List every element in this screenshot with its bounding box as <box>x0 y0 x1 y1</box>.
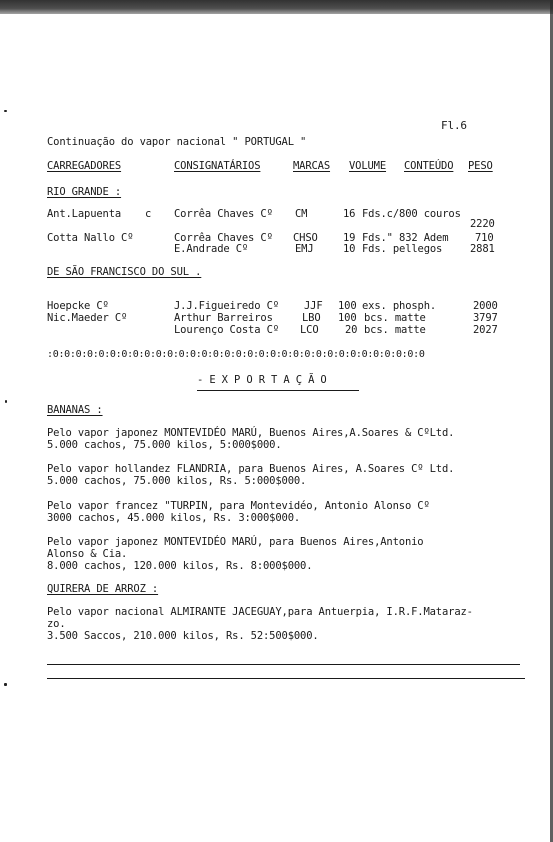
weight-cell: 710 <box>475 232 494 244</box>
entry-line: Pelo vapor francez "TURPIN, para Montevidéo, Antonio Alonso Cº <box>47 500 430 512</box>
section-sao-francisco: DE SÃO FRANCISCO DO SUL . <box>47 266 202 278</box>
mark-cell: EMJ <box>295 243 314 255</box>
content-cell: exs. phosph. <box>362 300 437 312</box>
entry-line: Pelo vapor hollandez FLANDRIA, para Buenos Aires, A.Soares Cº Ltd. <box>47 463 455 475</box>
col-header-consignatarios: CONSIGNATÁRIOS <box>174 160 261 172</box>
consignee-cell: Lourenço Costa Cº <box>174 324 279 336</box>
consignee-cell: J.J.Figueiredo Cº <box>174 300 279 312</box>
volume-cell: 19 <box>343 232 356 244</box>
export-title-underline <box>197 390 359 391</box>
shipper-cell: Ant.Lapuenta <box>47 208 122 220</box>
weight-cell: 2027 <box>473 324 498 336</box>
entry-line: 8.000 cachos, 120.000 kilos, Rs. 8:000$000. <box>47 560 313 572</box>
entry-line: 5.000 cachos, 75.000 kilos, 5:000$000. <box>47 439 282 451</box>
continuation-header: Continuação do vapor nacional " PORTUGAL " <box>47 136 307 148</box>
section-quirera: QUIRERA DE ARROZ : <box>47 583 159 595</box>
scan-top-edge <box>0 0 553 14</box>
shipper-cell: Nic.Maeder Cº <box>47 312 128 324</box>
volume-cell: 16 <box>343 208 356 220</box>
scan-speck <box>4 683 7 686</box>
col-header-volume: VOLUME <box>349 160 387 172</box>
volume-cell: 100 <box>338 312 357 324</box>
col-header-conteudo: CONTEÚDO <box>404 160 454 172</box>
mark-cell: JJF <box>304 300 323 312</box>
consignee-cell: Corrêa Chaves Cº <box>174 208 273 220</box>
content-cell: Fds.c/800 couros <box>362 208 461 220</box>
entry-line: Pelo vapor japonez MONTEVIDÉO MARÚ, para Buenos Aires,Antonio <box>47 536 424 548</box>
consignee-cell: Corrêa Chaves Cº <box>174 232 273 244</box>
entry-line: 3000 cachos, 45.000 kilos, Rs. 3:000$000. <box>47 512 301 524</box>
content-cell: Fds. pellegos <box>362 243 443 255</box>
weight-cell: 2881 <box>470 243 495 255</box>
scan-speck <box>5 400 7 403</box>
mark-cell: LBO <box>302 312 321 324</box>
consignee-cell: Arthur Barreiros <box>174 312 273 324</box>
consignee-cell: E.Andrade Cº <box>174 243 249 255</box>
weight-cell: 2220 <box>470 218 495 230</box>
volume-cell: 10 <box>343 243 356 255</box>
folio-number: Fl.6 <box>441 119 467 132</box>
section-rio-grande: RIO GRANDE : <box>47 186 122 198</box>
volume-cell: 20 <box>345 324 358 336</box>
entry-line: zo. <box>47 618 66 630</box>
entry-line: Pelo vapor nacional ALMIRANTE JACEGUAY,para Antuerpia, I.R.F.Mataraz- <box>47 606 473 618</box>
export-title: - E X P O R T A Ç Ã O <box>197 374 327 386</box>
entry-line: Alonso & Cia. <box>47 548 128 560</box>
weight-cell: 2000 <box>473 300 498 312</box>
content-cell: bcs. matte <box>364 312 426 324</box>
content-cell: bcs. matte <box>364 324 426 336</box>
content-cell: Fds." 832 Adem <box>362 232 449 244</box>
closing-rule <box>47 664 520 665</box>
separator-line: :0:0:0:0:0:0:0:0:0:0:0:0:0:0:0:0:0:0:0:0:0:0:0:0:0:0:0:0:0:0:0:0:0 <box>47 349 425 360</box>
entry-line: Pelo vapor japonez MONTEVIDÉO MARÚ, Buenos Aires,A.Soares & CºLtd. <box>47 427 455 439</box>
closing-rule <box>47 678 525 679</box>
mark-cell: LCO <box>300 324 319 336</box>
weight-cell: 3797 <box>473 312 498 324</box>
col-header-peso: PESO <box>468 160 493 172</box>
scan-speck <box>4 110 7 112</box>
row-mark-sep: c <box>145 208 152 220</box>
mark-cell: CM <box>295 208 308 220</box>
col-header-carregadores: CARREGADORES <box>47 160 122 172</box>
shipper-cell: Cotta Nallo Cº <box>47 232 134 244</box>
col-header-marcas: MARCAS <box>293 160 331 172</box>
mark-cell: CHSO <box>293 232 318 244</box>
volume-cell: 100 <box>338 300 357 312</box>
entry-line: 3.500 Saccos, 210.000 kilos, Rs. 52:500$000. <box>47 630 319 642</box>
shipper-cell: Hoepcke Cº <box>47 300 109 312</box>
entry-line: 5.000 cachos, 75.000 kilos, Rs. 5:000$000. <box>47 475 307 487</box>
section-bananas: BANANAS : <box>47 404 103 416</box>
